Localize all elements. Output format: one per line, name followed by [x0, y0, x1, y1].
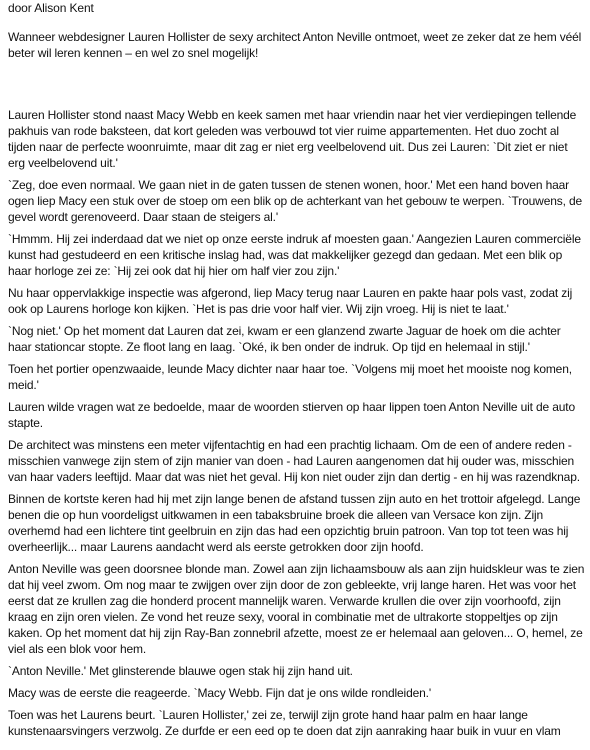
story-paragraph: Nu haar oppervlakkige inspectie was afgerond, liep Macy terug naar Lauren en pakte haar pols vast, zodat zij ook op Laurens horloge kon kijken. `Het is pas drie voor half vier. Wij zijn vroeg. Hij is niet te laat.': [8, 286, 573, 316]
story-paragraph: Toen was het Laurens beurt. `Lauren Hollister,' zei ze, terwijl zijn grote hand haar palm en haar lange kunstenaarsvingers verzwolg. Ze durfde er een eed op te doen dat zijn aanraking haar buik in vuur en vlam: [8, 708, 561, 738]
story-paragraph: `Anton Neville.' Met glinsterende blauwe ogen stak hij zijn hand uit.: [8, 664, 353, 678]
story-paragraph: `Zeg, doe even normaal. We gaan niet in de gaten tussen de stenen wonen, hoor.' Met een hand boven haar ogen liep Macy een stuk over de stoep om een blik op de achterkant van het gebouw te werpen. `Trouwens, de gevel wordt gerenoveerd. Daar staan de steigers al.': [8, 178, 583, 224]
story-paragraph: Binnen de kortste keren had hij met zijn lange benen de afstand tussen zijn auto en het trottoir afgelegd. Lange benen die op hun voordeligst uitkwamen in een tabaksbruine broek die alleen van Versace kon zijn. Zijn overhemd had een lichtere tint geelbruin en zijn das had een opzichtig bruin patroon. Van top tot teen was hij overheerlijk... maar Laurens aandacht werd als eerste getrokken door zijn hoofd.: [8, 492, 581, 554]
story-paragraph: Lauren Hollister stond naast Macy Webb en keek samen met haar vriendin naar het vier verdiepingen tellende pakhuis van rode baksteen, dat kort geleden was verbouwd tot vier ruime appartementen. Het duo zocht al tijden naar de perfecte woonruimte, maar dit zag er niet erg veelbelovend uit. Dus zei Lauren: `Dit ziet er niet erg veelbelovend uit.': [8, 108, 577, 170]
author-byline: door Alison Kent: [8, 1, 94, 15]
story-body: [8, 107, 586, 739]
document-page: [8, 0, 586, 745]
story-paragraph: Toen het portier openzwaaide, leunde Macy dichter naar haar toe. `Volgens mij moet het mooiste nog komen, meid.': [8, 362, 572, 392]
story-paragraph: `Nog niet.' Op het moment dat Lauren dat zei, kwam er een glanzend zwarte Jaguar de hoek om die achter haar stationcar stopte. Ze floot lang en laag. `Oké, ik ben onder de indruk. Op tijd en helemaal in stijl.': [8, 324, 561, 354]
story-paragraph: `Hmmm. Hij zei inderdaad dat we niet op onze eerste indruk af moesten gaan.' Aangezien Lauren commerciële kunst had gestudeerd en een kritische inslag had, was dat makkelijker gezegd dan gedaan. Met een blik op haar horloge zei ze: `Hij zei ook dat hij hier om half vier zou zijn.': [8, 232, 581, 278]
story-paragraph: Lauren wilde vragen wat ze bedoelde, maar de woorden stierven op haar lippen toen Anton Neville uit de auto stapte.: [8, 400, 575, 430]
story-paragraph: De architect was minstens een meter vijfentachtig en had een prachtig lichaam. Om de een of andere reden - misschien vanwege zijn stem of zijn manier van doen - had Lauren aangenomen dat hij ouder was, misschien van haar vaders leeftijd. Maar dat was niet het geval. Hij kon niet ouder zijn dan dertig - en hij was razendknap.: [8, 438, 580, 484]
story-paragraph: Macy was de eerste die reageerde. `Macy Webb. Fijn dat je ons wilde rondleiden.': [8, 686, 431, 700]
intro-teaser: Wanneer webdesigner Lauren Hollister de sexy architect Anton Neville ontmoet, weet ze zeker dat ze hem véél beter wil leren kennen – en wel zo snel mogelijk!: [8, 30, 582, 60]
story-paragraph: Anton Neville was geen doorsnee blonde man. Zowel aan zijn lichaamsbouw als aan zijn huidskleur was te zien dat hij veel zwom. Om nog maar te zwijgen over zijn door de zon gebleekte, vrij lange haren. Het was voor het eerst dat ze krullen zag die honderd procent mannelijk waren. Verwarde krullen die over zijn voorhoofd, zijn kraag en zijn oren vielen. Ze vond het reuze sexy, vooral in combinatie met de ultrakorte stoppeltjes op zijn kaken. Op het moment dat hij zijn Ray-Ban zonnebril afzette, moest ze er helemaal aan geloven... O, hemel, ze viel als een blok voor hem.: [8, 562, 585, 656]
